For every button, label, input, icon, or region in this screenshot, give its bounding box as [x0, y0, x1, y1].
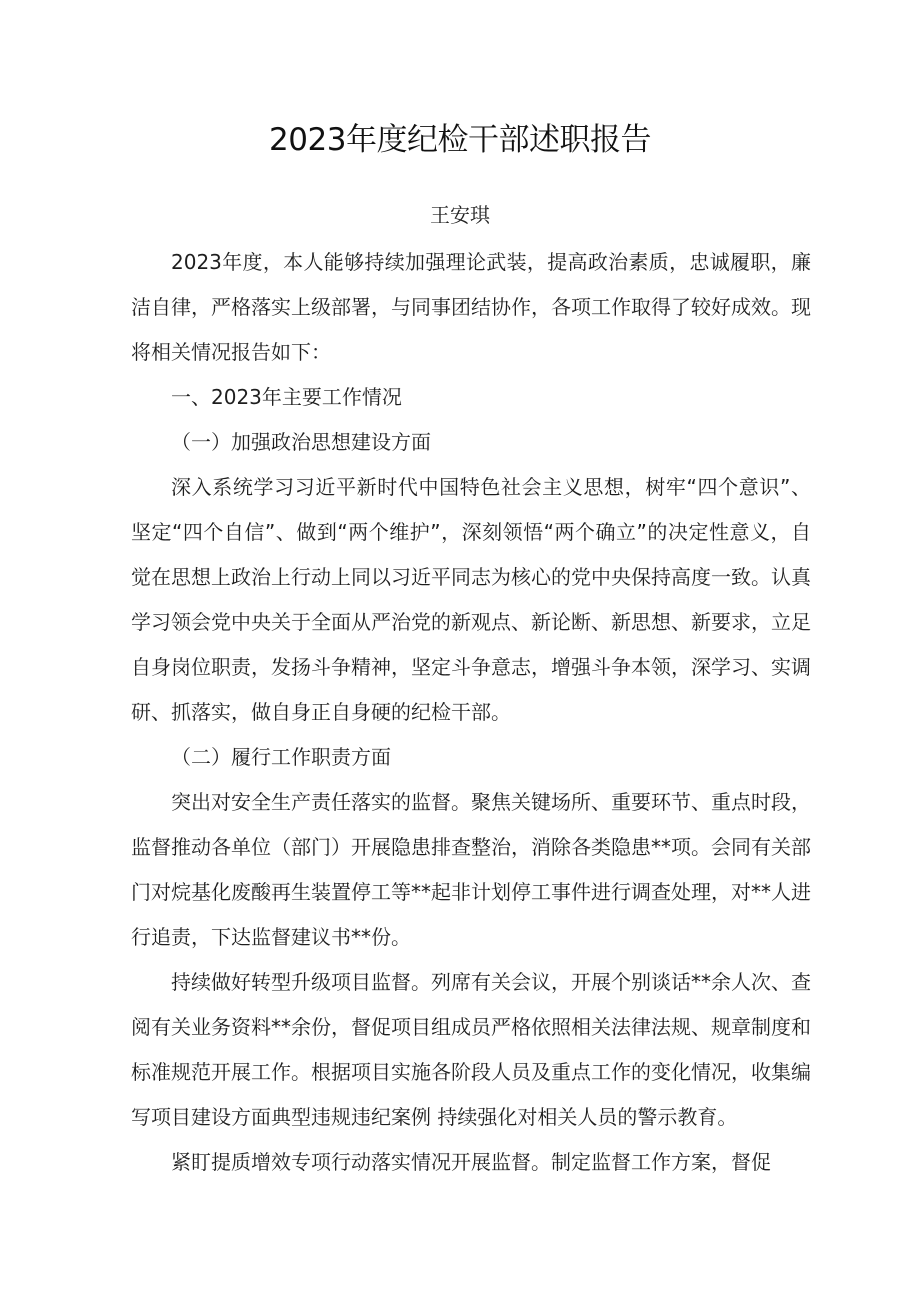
- subsection-1-paragraph: 深入系统学习习近平新时代中国特色社会主义思想，树牢“四个意识”、坚定“四个自信”、做到“两个维护”，深刻领悟“两个确立”的决定性意义，自觉在思想上政治上行动上同以习近平同志为核心的党中央保持高度一致。认真学习领会党中央关于全面从严治党的新观点、新论断、新思想、新要求，立足自身岗位职责，发扬斗争精神，坚定斗争意志，增强斗争本领，深学习、实调研、抓落实，做自身正自身硬的纪检干部。: [131, 475, 811, 724]
- subsection-2-paragraph-3: 紧盯提质增效专项行动落实情况开展监督。制定监督工作方案，督促: [171, 1150, 771, 1174]
- subsection-2-paragraph-1: 突出对安全生产责任落实的监督。聚焦关键场所、重要环节、重点时段，监督推动各单位（部门）开展隐患排查整治，消除各类隐患**项。会同有关部门对烷基化废酸再生装置停工等**起非计划停工事件进行调查处理，对**人进行追责，下达监督建议书**份。: [131, 790, 811, 949]
- document-body: [131, 240, 811, 1185]
- subsection-heading-2: （二）履行工作职责方面: [171, 745, 391, 769]
- subsection-heading-1: （一）加强政治思想建设方面: [171, 430, 431, 454]
- intro-paragraph: 2023年度，本人能够持续加强理论武装，提高政治素质，忠诚履职，廉洁自律，严格落实上级部署，与同事团结协作，各项工作取得了较好成效。现将相关情况报告如下：: [131, 250, 811, 364]
- subsection-2-paragraph-2: 持续做好转型升级项目监督。列席有关会议，开展个别谈话**余人次、查阅有关业务资料**余份，督促项目组成员严格依照相关法律法规、规章制度和标准规范开展工作。根据项目实施各阶段人员及重点工作的变化情况，收集编写项目建设方面典型违规违纪案例 持续强化对相关人员的警示教育。: [131, 970, 811, 1129]
- author-name: 王安琪: [430, 203, 490, 227]
- section-heading: 一、2023年主要工作情况: [171, 385, 402, 409]
- document-title: 2023年度纪检干部述职报告: [269, 122, 651, 158]
